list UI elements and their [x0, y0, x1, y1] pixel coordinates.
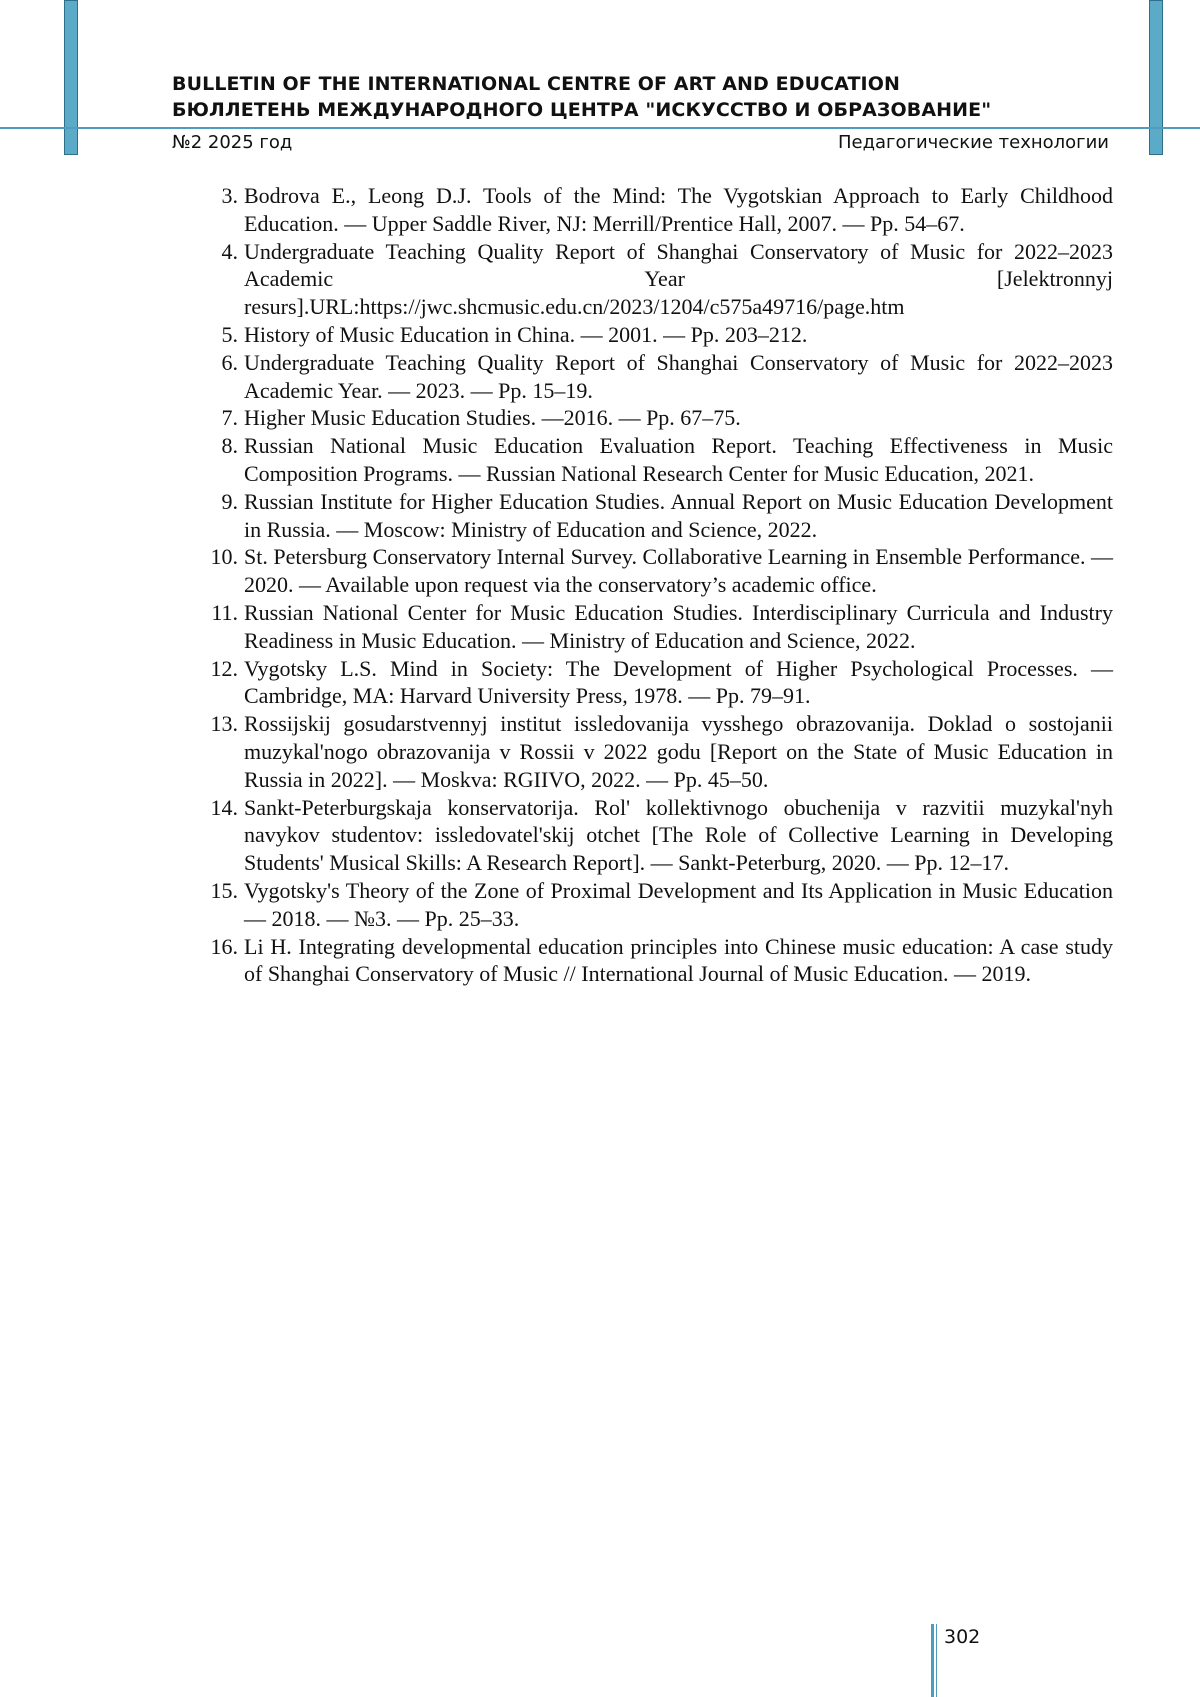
reference-item: [208, 710, 1113, 793]
reference-item: [208, 877, 1113, 933]
reference-text: Undergraduate Teaching Quality Report of Shanghai Conservatory of Music for 2022–2023 Academic Year [Jelektronnyj resurs].URL:https://jwc.shcmusic.edu.cn/2023/1204/c575a49716/page.htm: [244, 238, 1113, 320]
journal-title-english: BULLETIN OF THE INTERNATIONAL CENTRE OF ART AND EDUCATION: [172, 73, 900, 95]
page-number-rule: [931, 1624, 934, 1697]
reference-number: 5.: [221, 321, 238, 347]
reference-item: [208, 349, 1113, 405]
reference-text: Russian National Music Education Evaluation Report. Teaching Effectiveness in Music Composition Programs. — Russian National Research Center for Music Education, 2021.: [244, 433, 1113, 486]
reference-number: 8.: [221, 433, 238, 459]
reference-list: [208, 182, 1113, 988]
header-right-accent-bar: [1149, 0, 1163, 155]
reference-number: 10.: [210, 544, 238, 570]
reference-item: [208, 599, 1113, 655]
reference-item: [208, 794, 1113, 877]
reference-number: 12.: [210, 655, 238, 681]
reference-text: Rossijskij gosudarstvennyj institut issledovanija vysshego obrazovanija. Doklad o sostojanii muzykal'nogo obrazovanija v Rossii v 2022 godu [Report on the State of Music Education in Russia in 2022]. — Moskva: RGIIVO, 2022. — Pp. 45–50.: [244, 711, 1113, 792]
reference-text: Higher Music Education Studies. —2016. — Pp. 67–75.: [244, 405, 741, 431]
reference-number: 6.: [221, 349, 238, 375]
reference-text: Russian National Center for Music Education Studies. Interdisciplinary Curricula and Industry Readiness in Music Education. — Ministry of Education and Science, 2022.: [244, 599, 1113, 653]
reference-text: Russian Institute for Higher Education Studies. Annual Report on Music Education Development in Russia. — Moscow: Ministry of Education and Science, 2022.: [244, 488, 1113, 542]
reference-text: History of Music Education in China. — 2001. — Pp. 203–212.: [244, 321, 808, 347]
page-number-rule-thin: [936, 1624, 937, 1697]
reference-number: 13.: [210, 711, 238, 737]
reference-number: 14.: [210, 794, 238, 820]
issue-label: №2 2025 год: [172, 132, 293, 153]
reference-number: 15.: [210, 877, 238, 903]
reference-item: [208, 404, 1113, 432]
page-number: 302: [944, 1626, 981, 1648]
reference-text: Undergraduate Teaching Quality Report of Shanghai Conservatory of Music for 2022–2023 Academic Year. — 2023. — Pp. 15–19.: [244, 349, 1113, 403]
header-left-accent-bar: [64, 0, 78, 155]
reference-text: Vygotsky L.S. Mind in Society: The Development of Higher Psychological Processes. — Cambridge, MA: Harvard University Press, 1978. — Pp. 79–91.: [244, 655, 1113, 709]
reference-item: [208, 432, 1113, 488]
reference-text: Bodrova E., Leong D.J. Tools of the Mind: The Vygotskian Approach to Early Childhood Education. — Upper Saddle River, NJ: Merrill/Prentice Hall, 2007. — Pp. 54–67.: [244, 183, 1113, 236]
reference-text: Li H. Integrating developmental education principles into Chinese music education: A case study of Shanghai Conservatory of Music // International Journal of Music Education. — 2019.: [244, 933, 1113, 987]
reference-item: [208, 655, 1113, 711]
journal-title-russian: БЮЛЛЕТЕНЬ МЕЖДУНАРОДНОГО ЦЕНТРА "ИСКУССТВО И ОБРАЗОВАНИЕ": [172, 99, 992, 121]
reference-item: [208, 321, 1113, 349]
reference-item: [208, 238, 1113, 321]
reference-item: [208, 488, 1113, 544]
reference-number: 3.: [221, 183, 238, 208]
reference-text: Vygotsky's Theory of the Zone of Proximal Development and Its Application in Music Education — 2018. — №3. — Pp. 25–33.: [244, 877, 1113, 931]
header-divider: [0, 127, 1200, 129]
reference-item: [208, 182, 1113, 238]
reference-text: Sankt-Peterburgskaja konservatorija. Rol' kollektivnogo obuchenija v razvitii muzykal'nyh navykov studentov: issledovatel'skij otchet [The Role of Collective Learning in Developing Students' Musical Skills: A Research Report]. — Sankt-Peterburg, 2020. — Pp. 12–17.: [244, 794, 1113, 876]
reference-item: [208, 933, 1113, 989]
reference-number: 9.: [221, 488, 238, 514]
reference-number: 11.: [211, 599, 238, 625]
reference-number: 7.: [221, 405, 238, 431]
reference-text: St. Petersburg Conservatory Internal Survey. Collaborative Learning in Ensemble Performance. — 2020. — Available upon request via the conservatory’s academic office.: [244, 544, 1113, 598]
section-label: Педагогические технологии: [837, 132, 1109, 153]
reference-number: 4.: [221, 238, 238, 264]
reference-item: [208, 543, 1113, 599]
reference-number: 16.: [210, 933, 238, 959]
